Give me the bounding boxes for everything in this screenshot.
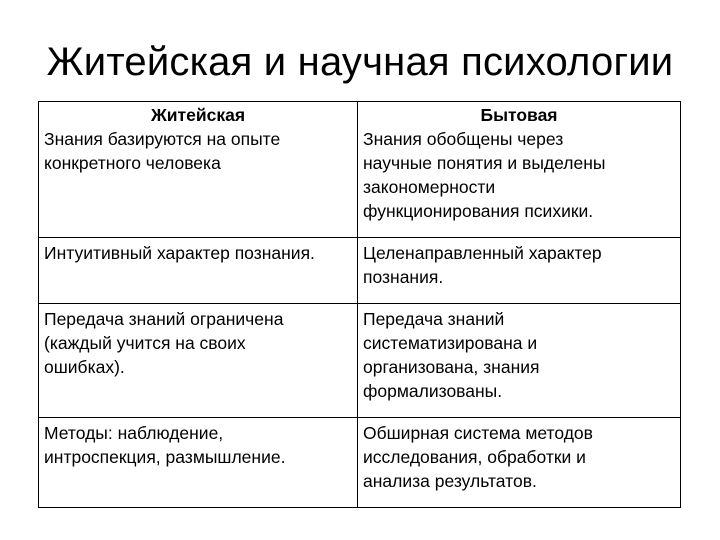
table-row (39, 127, 681, 238)
row-4-left (39, 418, 358, 508)
row-1-right (358, 127, 681, 238)
row-1-right-text: Знания обобщены через научные понятия и выделены закономерности функционирования психики. (363, 129, 606, 221)
row-1-left-text: Знания базируются на опыте конкретного человека (44, 129, 281, 173)
header-household: Бытовая (358, 102, 681, 128)
row-3-left-text: Передача знаний ограничена (каждый учится на своих ошибках). (44, 309, 284, 377)
row-2-right-text: Целенаправленный характер познания. (363, 243, 602, 287)
table-row (39, 304, 681, 418)
row-1-left (39, 127, 358, 238)
table-row (39, 418, 681, 508)
row-4-right-text: Обширная система методов исследования, обработки и анализа результатов. (363, 423, 593, 491)
row-3-right (358, 304, 681, 418)
comparison-table (38, 101, 681, 508)
slide-title: Житейская и научная психологии (46, 40, 674, 84)
row-3-left (39, 304, 358, 418)
header-everyday: Житейская (39, 102, 358, 128)
table-header-row (39, 102, 681, 128)
table-row (39, 238, 681, 304)
row-3-right-text: Передача знаний систематизирована и организована, знания формализованы. (363, 309, 540, 401)
row-4-left-text: Методы: наблюдение, интроспекция, размышление. (44, 423, 286, 467)
row-4-right (358, 418, 681, 508)
row-2-left (39, 238, 358, 304)
row-2-right (358, 238, 681, 304)
row-2-left-text: Интуитивный характер познания. (44, 243, 315, 263)
